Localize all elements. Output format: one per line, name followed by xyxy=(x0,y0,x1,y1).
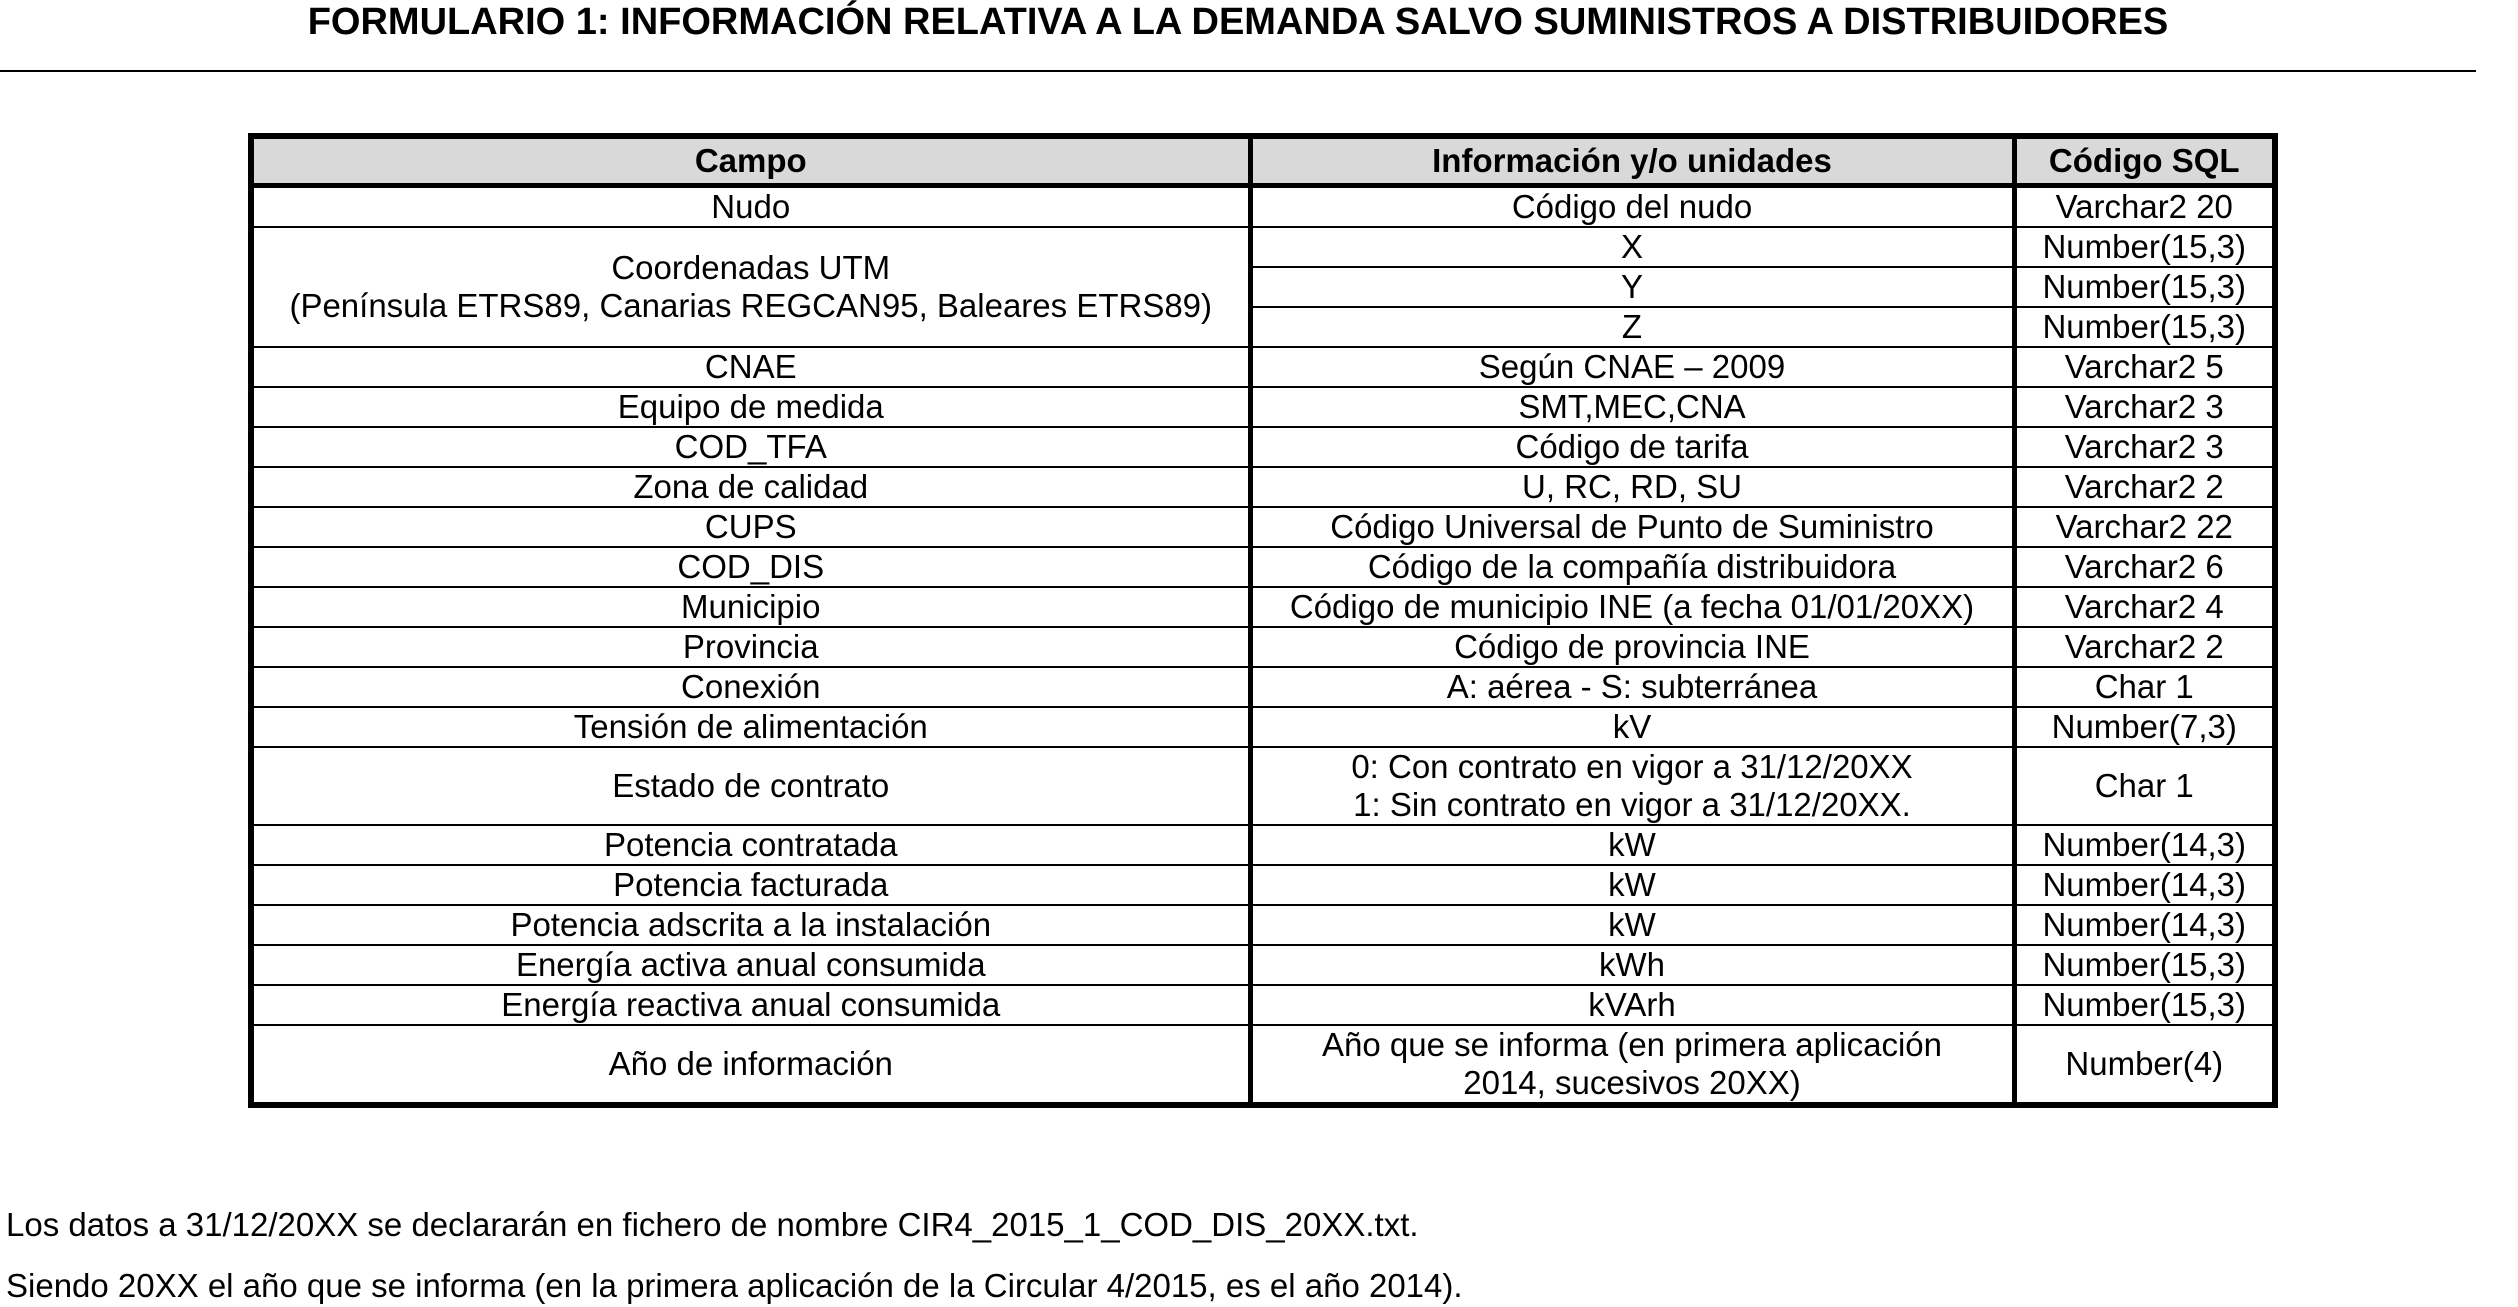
cell-campo: Energía reactiva anual consumida xyxy=(251,985,1250,1025)
cell-sql: Varchar2 3 xyxy=(2014,427,2275,467)
table-row xyxy=(251,905,2275,945)
table-row xyxy=(251,186,2275,228)
cell-info: kVArh xyxy=(1250,985,2014,1025)
cell-sql: Varchar2 4 xyxy=(2014,587,2275,627)
cell-info: SMT,MEC,CNA xyxy=(1250,387,2014,427)
cell-info: X xyxy=(1250,227,2014,267)
table-row xyxy=(251,707,2275,747)
cell-sql: Number(15,3) xyxy=(2014,267,2275,307)
data-table-container xyxy=(248,133,2272,1108)
cell-info: kW xyxy=(1250,905,2014,945)
cell-sql: Char 1 xyxy=(2014,747,2275,825)
cell-sql: Number(7,3) xyxy=(2014,707,2275,747)
cell-info: Y xyxy=(1250,267,2014,307)
table-row xyxy=(251,627,2275,667)
cell-sql: Number(14,3) xyxy=(2014,905,2275,945)
cell-info: A: aérea - S: subterránea xyxy=(1250,667,2014,707)
cell-campo: Potencia facturada xyxy=(251,865,1250,905)
cell-sql: Number(14,3) xyxy=(2014,825,2275,865)
cell-info: kW xyxy=(1250,865,2014,905)
cell-campo: Estado de contrato xyxy=(251,747,1250,825)
anio-info-line2: 2014, sucesivos 20XX) xyxy=(1463,1064,1801,1101)
header-campo: Campo xyxy=(251,136,1250,186)
cell-campo: Potencia adscrita a la instalación xyxy=(251,905,1250,945)
estado-info-line1: 0: Con contrato en vigor a 31/12/20XX xyxy=(1351,748,1913,785)
cell-info: Código de municipio INE (a fecha 01/01/20XX) xyxy=(1250,587,2014,627)
cell-info: Código de la compañía distribuidora xyxy=(1250,547,2014,587)
cell-info: Según CNAE – 2009 xyxy=(1250,347,2014,387)
cell-info-multiline xyxy=(1250,747,2014,825)
cell-campo: Energía activa anual consumida xyxy=(251,945,1250,985)
utm-label-line1: Coordenadas UTM xyxy=(611,249,891,286)
cell-campo: Año de información xyxy=(251,1025,1250,1105)
table-row xyxy=(251,1025,2275,1105)
cell-sql: Number(4) xyxy=(2014,1025,2275,1105)
cell-campo: COD_DIS xyxy=(251,547,1250,587)
cell-sql: Number(15,3) xyxy=(2014,227,2275,267)
table-row xyxy=(251,587,2275,627)
fields-table xyxy=(248,133,2278,1108)
table-row xyxy=(251,507,2275,547)
cell-info: U, RC, RD, SU xyxy=(1250,467,2014,507)
cell-info: Código de provincia INE xyxy=(1250,627,2014,667)
cell-campo: Zona de calidad xyxy=(251,467,1250,507)
table-row xyxy=(251,547,2275,587)
table-row xyxy=(251,747,2275,825)
table-row xyxy=(251,825,2275,865)
estado-info-line2: 1: Sin contrato en vigor a 31/12/20XX. xyxy=(1353,786,1911,823)
table-row xyxy=(251,945,2275,985)
table-row xyxy=(251,865,2275,905)
cell-campo: CNAE xyxy=(251,347,1250,387)
table-row xyxy=(251,667,2275,707)
cell-info: Código del nudo xyxy=(1250,186,2014,228)
cell-campo: Provincia xyxy=(251,627,1250,667)
cell-sql: Varchar2 5 xyxy=(2014,347,2275,387)
cell-info: kWh xyxy=(1250,945,2014,985)
cell-campo: Tensión de alimentación xyxy=(251,707,1250,747)
cell-info: kV xyxy=(1250,707,2014,747)
cell-sql: Varchar2 3 xyxy=(2014,387,2275,427)
footnote-filename: Los datos a 31/12/20XX se declararán en fichero de nombre CIR4_2015_1_COD_DIS_20XX.txt. xyxy=(6,1206,1419,1243)
cell-sql: Number(15,3) xyxy=(2014,945,2275,985)
cell-info: Z xyxy=(1250,307,2014,347)
cell-info-multiline xyxy=(1250,1025,2014,1105)
cell-campo: Potencia contratada xyxy=(251,825,1250,865)
footnote-year: Siendo 20XX el año que se informa (en la primera aplicación de la Circular 4/2015, es el año 2014). xyxy=(6,1267,1463,1304)
utm-label-line2: (Península ETRS89, Canarias REGCAN95, Baleares ETRS89) xyxy=(289,287,1213,324)
cell-sql: Number(15,3) xyxy=(2014,307,2275,347)
cell-sql: Varchar2 22 xyxy=(2014,507,2275,547)
cell-campo-utm xyxy=(251,227,1250,347)
cell-campo: CUPS xyxy=(251,507,1250,547)
cell-campo: Nudo xyxy=(251,186,1250,228)
cell-sql: Varchar2 6 xyxy=(2014,547,2275,587)
table-row xyxy=(251,985,2275,1025)
cell-campo: Conexión xyxy=(251,667,1250,707)
cell-sql: Char 1 xyxy=(2014,667,2275,707)
cell-info: Código de tarifa xyxy=(1250,427,2014,467)
cell-sql: Varchar2 2 xyxy=(2014,627,2275,667)
cell-sql: Varchar2 20 xyxy=(2014,186,2275,228)
table-row xyxy=(251,387,2275,427)
cell-sql: Number(15,3) xyxy=(2014,985,2275,1025)
cell-info: kW xyxy=(1250,825,2014,865)
document-title: FORMULARIO 1: INFORMACIÓN RELATIVA A LA DEMANDA SALVO SUMINISTROS A DISTRIBUIDORES xyxy=(0,0,2476,72)
cell-info: Código Universal de Punto de Suministro xyxy=(1250,507,2014,547)
cell-campo: Equipo de medida xyxy=(251,387,1250,427)
table-row xyxy=(251,227,2275,267)
cell-campo: Municipio xyxy=(251,587,1250,627)
cell-sql: Varchar2 2 xyxy=(2014,467,2275,507)
table-row xyxy=(251,347,2275,387)
header-codigo-sql: Código SQL xyxy=(2014,136,2275,186)
anio-info-line1: Año que se informa (en primera aplicación xyxy=(1322,1026,1942,1063)
cell-sql: Number(14,3) xyxy=(2014,865,2275,905)
table-row xyxy=(251,467,2275,507)
cell-campo: COD_TFA xyxy=(251,427,1250,467)
header-informacion: Información y/o unidades xyxy=(1250,136,2014,186)
table-header-row xyxy=(251,136,2275,186)
table-row xyxy=(251,427,2275,467)
